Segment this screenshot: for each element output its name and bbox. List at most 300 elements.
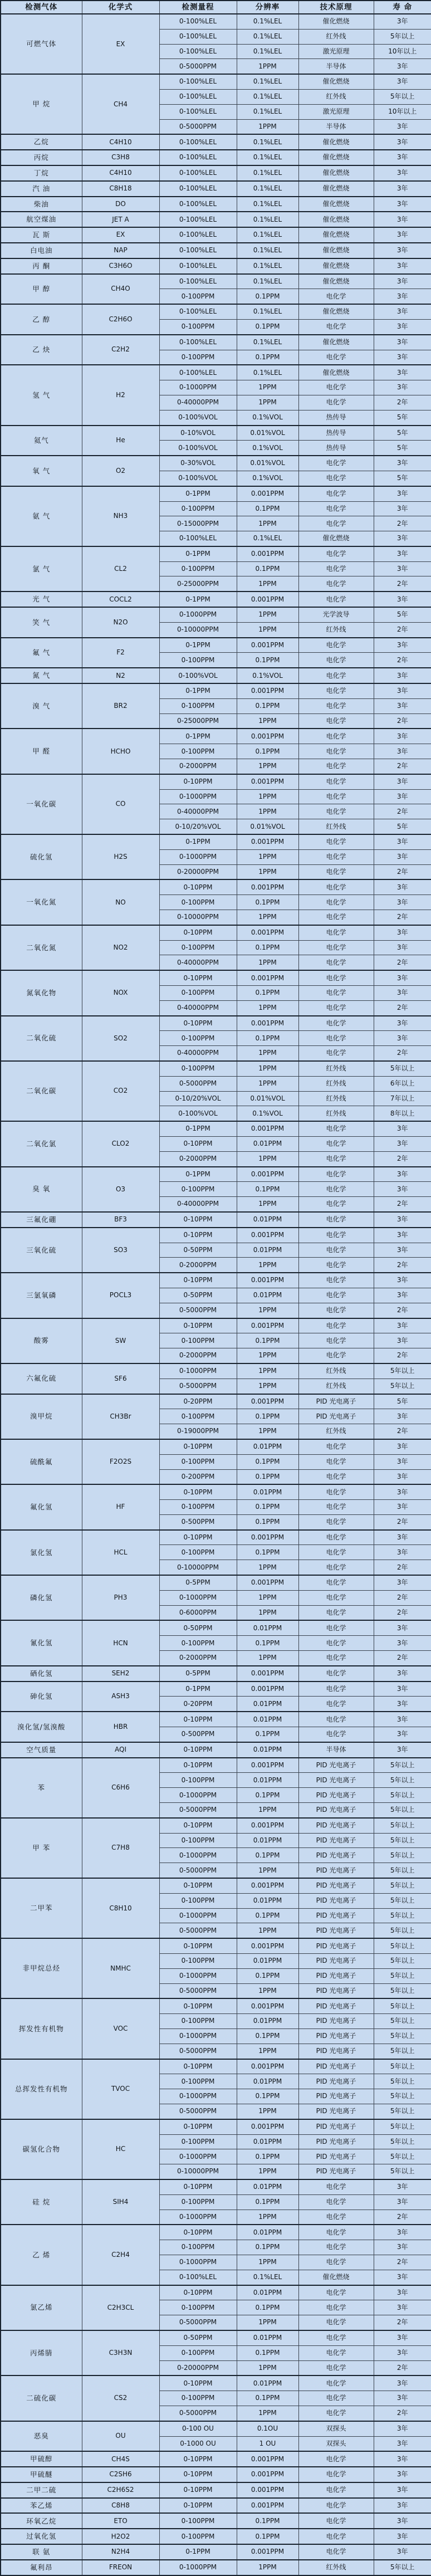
life-cell: 2年 <box>374 622 431 637</box>
range-cell: 0-100%LEL <box>159 29 237 44</box>
life-cell: 5年以上 <box>374 1893 431 1908</box>
principle-cell: 双探头 <box>298 2421 374 2436</box>
range-cell: 0-1PPM <box>159 1682 237 1697</box>
principle-cell: 催化燃烧 <box>298 165 374 181</box>
table-row <box>1 1682 431 1697</box>
range-cell: 0-100PPM <box>159 1833 237 1848</box>
principle-cell: 电化学 <box>298 668 374 683</box>
range-cell: 0-100%VOL <box>159 441 237 456</box>
gas-name-cell: 总挥发性有机物 <box>1 2059 82 2119</box>
principle-cell: 电化学 <box>298 380 374 395</box>
life-cell: 5年以上 <box>374 1363 431 1379</box>
resolution-cell: 1PPM <box>237 910 298 925</box>
gas-name-cell: 丁烷 <box>1 165 82 181</box>
table-row <box>1 2467 431 2482</box>
range-cell: 0-40000PPM <box>159 395 237 410</box>
formula-cell: POCL3 <box>82 1273 159 1318</box>
life-cell: 7年以上 <box>374 1091 431 1106</box>
range-cell: 0-5PPM <box>159 1575 237 1590</box>
range-cell: 0-5000PPM <box>159 1379 237 1394</box>
formula-cell: C3H6O <box>82 258 159 274</box>
life-cell: 5年以上 <box>374 1983 431 1998</box>
formula-cell: PH3 <box>82 1575 159 1620</box>
gas-name-cell: 三氯氧磷 <box>1 1273 82 1318</box>
life-cell: 3年 <box>374 834 431 849</box>
resolution-cell: 0.01PPM <box>237 2134 298 2149</box>
life-cell: 5年以上 <box>374 1061 431 1076</box>
resolution-cell: 0.1PPM <box>237 698 298 713</box>
range-cell: 0-10000PPM <box>159 910 237 925</box>
table-row <box>1 304 431 319</box>
table-row <box>1 1878 431 1893</box>
gas-name-cell: 六氟化硫 <box>1 1363 82 1394</box>
resolution-cell: 0.001PPM <box>237 2544 298 2560</box>
principle-cell: PID 光电离子 <box>298 1954 374 1969</box>
principle-cell: 电化学 <box>298 1031 374 1046</box>
principle-cell: 电化学 <box>298 2285 374 2300</box>
range-cell: 0-10PPM <box>159 2285 237 2300</box>
principle-cell: PID 光电离子 <box>298 2104 374 2119</box>
life-cell: 10年以上 <box>374 104 431 119</box>
range-cell: 0-100PPM <box>159 698 237 713</box>
table-row <box>1 1121 431 1136</box>
gas-name-cell: 联 氨 <box>1 2544 82 2560</box>
range-cell: 0-100PPM <box>159 1954 237 1969</box>
resolution-cell: 0.001PPM <box>237 1273 298 1288</box>
table-row <box>1 1061 431 1076</box>
range-cell: 0-2000PPM <box>159 1348 237 1363</box>
principle-cell: 电化学 <box>298 879 374 894</box>
range-cell: 0-40000PPM <box>159 1197 237 1212</box>
life-cell: 5年以上 <box>374 1923 431 1938</box>
gas-name-cell: 三氟化硼 <box>1 1212 82 1228</box>
gas-name-cell: 柴油 <box>1 197 82 212</box>
life-cell: 3年 <box>374 698 431 713</box>
header-row <box>1 1 431 14</box>
range-cell: 0-100PPM <box>159 2194 237 2210</box>
life-cell: 3年 <box>374 1636 431 1651</box>
table-row <box>1 2375 431 2391</box>
range-cell: 0-100%LEL <box>159 531 237 546</box>
range-cell: 0-10PPM <box>159 1273 237 1288</box>
life-cell: 10年以上 <box>374 44 431 59</box>
table-row <box>1 2285 431 2300</box>
life-cell: 3年 <box>374 1454 431 1469</box>
range-cell: 0-10PPM <box>159 925 237 940</box>
principle-cell: 电化学 <box>298 2544 374 2560</box>
resolution-cell: 1PPM <box>237 576 298 592</box>
range-cell: 0-1PPM <box>159 683 237 698</box>
life-cell: 2年 <box>374 1046 431 1061</box>
life-cell: 6年以上 <box>374 1076 431 1091</box>
formula-cell: CS2 <box>82 2375 159 2421</box>
range-cell: 0-1000PPM <box>159 2149 237 2164</box>
principle-cell: PID 光电离子 <box>298 1773 374 1788</box>
life-cell: 2年 <box>374 910 431 925</box>
principle-cell: 红外线 <box>298 1076 374 1091</box>
table-row <box>1 426 431 441</box>
resolution-cell: 0.01%VOL <box>237 426 298 441</box>
header-lifespan: 寿 命 <box>374 1 431 14</box>
formula-cell: HF <box>82 1484 159 1529</box>
table-row <box>1 2059 431 2074</box>
table-row <box>1 638 431 653</box>
gas-name-cell: 苯 <box>1 1758 82 1818</box>
resolution-cell: 0.1%VOL <box>237 668 298 683</box>
resolution-cell: 0.1OU <box>237 2421 298 2436</box>
principle-cell: 电化学 <box>298 1620 374 1635</box>
formula-cell: CH4O <box>82 274 159 305</box>
table-row <box>1 2421 431 2436</box>
life-cell: 5年以上 <box>374 1818 431 1833</box>
resolution-cell: 0.1PPM <box>237 940 298 955</box>
resolution-cell: 0.001PPM <box>237 1938 298 1953</box>
formula-cell: C6H6 <box>82 1758 159 1818</box>
range-cell: 0-5000PPM <box>159 2406 237 2421</box>
life-cell: 3年 <box>374 274 431 289</box>
principle-cell: 电化学 <box>298 1243 374 1258</box>
resolution-cell: 0.001PPM <box>237 2467 298 2482</box>
principle-cell: 电化学 <box>298 2210 374 2225</box>
life-cell: 5年以上 <box>374 1908 431 1923</box>
principle-cell: 红外线 <box>298 1363 374 1379</box>
life-cell: 3年 <box>374 1318 431 1333</box>
resolution-cell: 0.1%LEL <box>237 258 298 274</box>
formula-cell: NMHC <box>82 1938 159 1998</box>
resolution-cell: 0.01PPM <box>237 2285 298 2300</box>
principle-cell: 电化学 <box>298 2498 374 2514</box>
life-cell: 5年 <box>374 819 431 834</box>
resolution-cell: 0.001PPM <box>237 970 298 985</box>
life-cell: 5年以上 <box>374 2059 431 2074</box>
range-cell: 0-100%LEL <box>159 134 237 150</box>
resolution-cell: 0.01PPM <box>237 1697 298 1712</box>
life-cell: 3年 <box>374 970 431 985</box>
formula-cell: BF3 <box>82 1212 159 1228</box>
formula-cell: DO <box>82 197 159 212</box>
range-cell: 0-1PPM <box>159 1167 237 1182</box>
resolution-cell: 1PPM <box>237 1605 298 1620</box>
table-row <box>1 925 431 940</box>
principle-cell: PID 光电离子 <box>298 1788 374 1803</box>
life-cell: 3年 <box>374 2467 431 2482</box>
principle-cell: 电化学 <box>298 1590 374 1605</box>
life-cell: 5年以上 <box>374 2028 431 2044</box>
resolution-cell: 0.1%VOL <box>237 1106 298 1121</box>
resolution-cell: 0.01%VOL <box>237 1091 298 1106</box>
principle-cell: 电化学 <box>298 1484 374 1499</box>
life-cell: 3年 <box>374 1545 431 1560</box>
life-cell: 3年 <box>374 197 431 212</box>
resolution-cell: 0.1%LEL <box>237 335 298 350</box>
formula-cell: AQI <box>82 1742 159 1758</box>
principle-cell: PID 光电离子 <box>298 2089 374 2104</box>
range-cell: 0-100PPM <box>159 561 237 576</box>
formula-cell: N2 <box>82 668 159 683</box>
range-cell: 0-10/20%VOL <box>159 819 237 834</box>
principle-cell: 电化学 <box>298 289 374 304</box>
life-cell: 5年以上 <box>374 89 431 104</box>
resolution-cell: 0.001PPM <box>237 1167 298 1182</box>
principle-cell: 电化学 <box>298 910 374 925</box>
life-cell: 5年以上 <box>374 2560 431 2575</box>
life-cell: 3年 <box>374 986 431 1001</box>
table-row <box>1 1530 431 1545</box>
resolution-cell: 0.1%LEL <box>237 243 298 258</box>
resolution-cell: 0.001PPM <box>237 2059 298 2074</box>
principle-cell: 电化学 <box>298 319 374 334</box>
life-cell: 5年以上 <box>374 1938 431 1953</box>
principle-cell: 红外线 <box>298 1106 374 1121</box>
life-cell: 3年 <box>374 2194 431 2210</box>
principle-cell: 电化学 <box>298 486 374 501</box>
resolution-cell: 1PPM <box>237 1363 298 1379</box>
range-cell: 0-100PPM <box>159 2074 237 2089</box>
life-cell: 3年 <box>374 501 431 516</box>
life-cell: 3年 <box>374 546 431 561</box>
resolution-cell: 1PPM <box>237 1076 298 1091</box>
range-cell: 0-100%LEL <box>159 2270 237 2285</box>
gas-name-cell: 笑 气 <box>1 607 82 638</box>
gas-name-cell: 二氧化碳 <box>1 1061 82 1121</box>
resolution-cell: 1 OU <box>237 2436 298 2451</box>
range-cell: 0-25000PPM <box>159 576 237 592</box>
range-cell: 0-10PPM <box>159 2119 237 2134</box>
principle-cell: 电化学 <box>298 2179 374 2194</box>
table-row <box>1 1167 431 1182</box>
principle-cell: 电化学 <box>298 2300 374 2315</box>
range-cell: 0-1PPM <box>159 638 237 653</box>
principle-cell: PID 光电离子 <box>298 1923 374 1938</box>
principle-cell: 电化学 <box>298 2529 374 2544</box>
table-row <box>1 365 431 380</box>
range-cell: 0-100%LEL <box>159 274 237 289</box>
resolution-cell: 0.1%LEL <box>237 181 298 197</box>
life-cell: 5年以上 <box>374 2164 431 2179</box>
life-cell: 3年 <box>374 592 431 607</box>
range-cell: 0-100%LEL <box>159 150 237 165</box>
resolution-cell: 0.001PPM <box>237 1998 298 2013</box>
resolution-cell: 0.1%LEL <box>237 14 298 29</box>
life-cell: 3年 <box>374 925 431 940</box>
range-cell: 0-40000PPM <box>159 1046 237 1061</box>
life-cell: 3年 <box>374 683 431 698</box>
range-cell: 0-1000PPM <box>159 849 237 864</box>
principle-cell: 电化学 <box>298 2330 374 2345</box>
resolution-cell: 1PPM <box>237 2104 298 2119</box>
range-cell: 0-100PPM <box>159 1031 237 1046</box>
gas-name-cell: 三氧化硫 <box>1 1228 82 1273</box>
gas-name-cell: 氯化氢 <box>1 1530 82 1575</box>
life-cell: 5年以上 <box>374 2044 431 2059</box>
resolution-cell: 1PPM <box>237 2210 298 2225</box>
principle-cell: 电化学 <box>298 592 374 607</box>
gas-name-cell: 氨 气 <box>1 486 82 546</box>
range-cell: 0-20000PPM <box>159 864 237 879</box>
range-cell: 0-1000PPM <box>159 2028 237 2044</box>
life-cell: 3年 <box>374 531 431 546</box>
life-cell: 3年 <box>374 1031 431 1046</box>
principle-cell: 电化学 <box>298 759 374 774</box>
principle-cell: 电化学 <box>298 1197 374 1212</box>
resolution-cell: 0.1%VOL <box>237 471 298 486</box>
range-cell: 0-10PPM <box>159 1212 237 1228</box>
life-cell: 3年 <box>374 1167 431 1182</box>
table-row <box>1 227 431 243</box>
life-cell: 3年 <box>374 2391 431 2406</box>
resolution-cell: 1PPM <box>237 1258 298 1273</box>
resolution-cell: 0.01PPM <box>237 2014 298 2029</box>
life-cell: 3年 <box>374 668 431 683</box>
principle-cell: 电化学 <box>298 895 374 910</box>
principle-cell: PID 光电离子 <box>298 2059 374 2074</box>
formula-cell: NAP <box>82 243 159 258</box>
life-cell: 3年 <box>374 2451 431 2467</box>
resolution-cell: 1PPM <box>237 804 298 819</box>
principle-cell: 电化学 <box>298 1530 374 1545</box>
life-cell: 3年 <box>374 1682 431 1697</box>
table-row <box>1 14 431 29</box>
principle-cell: 电化学 <box>298 1682 374 1697</box>
range-cell: 0-30%VOL <box>159 456 237 471</box>
principle-cell: 催化燃烧 <box>298 227 374 243</box>
header-formula: 化学式 <box>82 1 159 14</box>
range-cell: 0-10000PPM <box>159 622 237 637</box>
life-cell: 2年 <box>374 759 431 774</box>
life-cell: 5年以上 <box>374 2014 431 2029</box>
life-cell: 2年 <box>374 2315 431 2330</box>
range-cell: 0-100%LEL <box>159 197 237 212</box>
range-cell: 0-6000PPM <box>159 1605 237 1620</box>
life-cell: 3年 <box>374 2300 431 2315</box>
range-cell: 0-10000PPM <box>159 2164 237 2179</box>
life-cell: 5年以上 <box>374 1998 431 2013</box>
life-cell: 3年 <box>374 729 431 744</box>
table-row <box>1 1620 431 1635</box>
range-cell: 0-100PPM <box>159 501 237 516</box>
resolution-cell: 0.001PPM <box>237 774 298 789</box>
table-row <box>1 683 431 698</box>
header-principle: 技术原理 <box>298 1 374 14</box>
table-row <box>1 1938 431 1953</box>
resolution-cell: 0.001PPM <box>237 546 298 561</box>
table-row <box>1 2560 431 2575</box>
life-cell: 3年 <box>374 1575 431 1590</box>
life-cell: 3年 <box>374 2482 431 2498</box>
life-cell: 3年 <box>374 1212 431 1228</box>
principle-cell: 催化燃烧 <box>298 335 374 350</box>
formula-cell: NH3 <box>82 486 159 546</box>
gas-name-cell: 溴化氢/氢溴酸 <box>1 1712 82 1742</box>
life-cell: 3年 <box>374 289 431 304</box>
life-cell: 3年 <box>374 365 431 380</box>
formula-cell: F2O2S <box>82 1439 159 1484</box>
life-cell: 3年 <box>374 849 431 864</box>
principle-cell: 电化学 <box>298 955 374 970</box>
resolution-cell: 1PPM <box>237 1000 298 1015</box>
range-cell: 0-10PPM <box>159 1484 237 1499</box>
resolution-cell: 0.1PPM <box>237 1848 298 1863</box>
range-cell: 0-5000PPM <box>159 1863 237 1878</box>
resolution-cell: 0.001PPM <box>237 1530 298 1545</box>
range-cell: 0-100PPM <box>159 1500 237 1515</box>
resolution-cell: 0.001PPM <box>237 2482 298 2498</box>
resolution-cell: 0.001PPM <box>237 486 298 501</box>
table-row <box>1 1712 431 1727</box>
resolution-cell: 0.1%VOL <box>237 410 298 425</box>
life-cell: 3年 <box>374 2225 431 2240</box>
life-cell: 3年 <box>374 2375 431 2391</box>
life-cell: 3年 <box>374 2179 431 2194</box>
range-cell: 0-100PPM <box>159 986 237 1001</box>
life-cell: 5年以上 <box>374 2119 431 2134</box>
resolution-cell: 0.01PPM <box>237 1439 298 1454</box>
range-cell: 0-25000PPM <box>159 713 237 729</box>
principle-cell: 电化学 <box>298 849 374 864</box>
resolution-cell: 0.1PPM <box>237 895 298 910</box>
range-cell: 0-10PPM <box>159 1818 237 1833</box>
range-cell: 0-10PPM <box>159 2225 237 2240</box>
principle-cell: PID 光电离子 <box>298 1863 374 1878</box>
range-cell: 0-1000PPM <box>159 2210 237 2225</box>
formula-cell: H2S <box>82 834 159 879</box>
resolution-cell: 0.1PPM <box>237 2089 298 2104</box>
principle-cell: PID 光电离子 <box>298 1908 374 1923</box>
table-row <box>1 879 431 894</box>
range-cell: 0-100%LEL <box>159 181 237 197</box>
table-row <box>1 1666 431 1682</box>
principle-cell: PID 光电离子 <box>298 1848 374 1863</box>
resolution-cell: 0.1PPM <box>237 2391 298 2406</box>
table-row <box>1 274 431 289</box>
life-cell: 3年 <box>374 59 431 74</box>
range-cell: 0-15000PPM <box>159 516 237 531</box>
principle-cell: 催化燃烧 <box>298 304 374 319</box>
life-cell: 3年 <box>374 2544 431 2560</box>
range-cell: 0-1000PPM <box>159 607 237 622</box>
life-cell: 5年以上 <box>374 1773 431 1788</box>
range-cell: 0-10PPM <box>159 2179 237 2194</box>
table-row <box>1 1228 431 1243</box>
principle-cell: 电化学 <box>298 516 374 531</box>
life-cell: 5年以上 <box>374 2134 431 2149</box>
gas-name-cell: 溴甲烷 <box>1 1394 82 1439</box>
life-cell: 2年 <box>374 653 431 668</box>
life-cell: 5年以上 <box>374 1758 431 1773</box>
life-cell: 3年 <box>374 74 431 89</box>
range-cell: 0-100%LEL <box>159 212 237 227</box>
resolution-cell: 0.1%LEL <box>237 212 298 227</box>
range-cell: 0-40000PPM <box>159 804 237 819</box>
range-cell: 0-100PPM <box>159 2014 237 2029</box>
range-cell: 0-1000PPM <box>159 789 237 804</box>
resolution-cell: 0.1PPM <box>237 319 298 334</box>
range-cell: 0-100PPM <box>159 940 237 955</box>
principle-cell: 电化学 <box>298 2315 374 2330</box>
resolution-cell: 1PPM <box>237 2164 298 2179</box>
table-row <box>1 1742 431 1758</box>
principle-cell: 电化学 <box>298 1182 374 1197</box>
resolution-cell: 0.1PPM <box>237 2149 298 2164</box>
gas-name-cell: 氧 气 <box>1 456 82 486</box>
principle-cell: 红外线 <box>298 89 374 104</box>
life-cell: 3年 <box>374 2421 431 2436</box>
principle-cell: PID 光电离子 <box>298 1833 374 1848</box>
formula-cell: OU <box>82 2421 159 2452</box>
principle-cell: 电化学 <box>298 638 374 653</box>
life-cell: 2年 <box>374 804 431 819</box>
principle-cell: 电化学 <box>298 1469 374 1484</box>
